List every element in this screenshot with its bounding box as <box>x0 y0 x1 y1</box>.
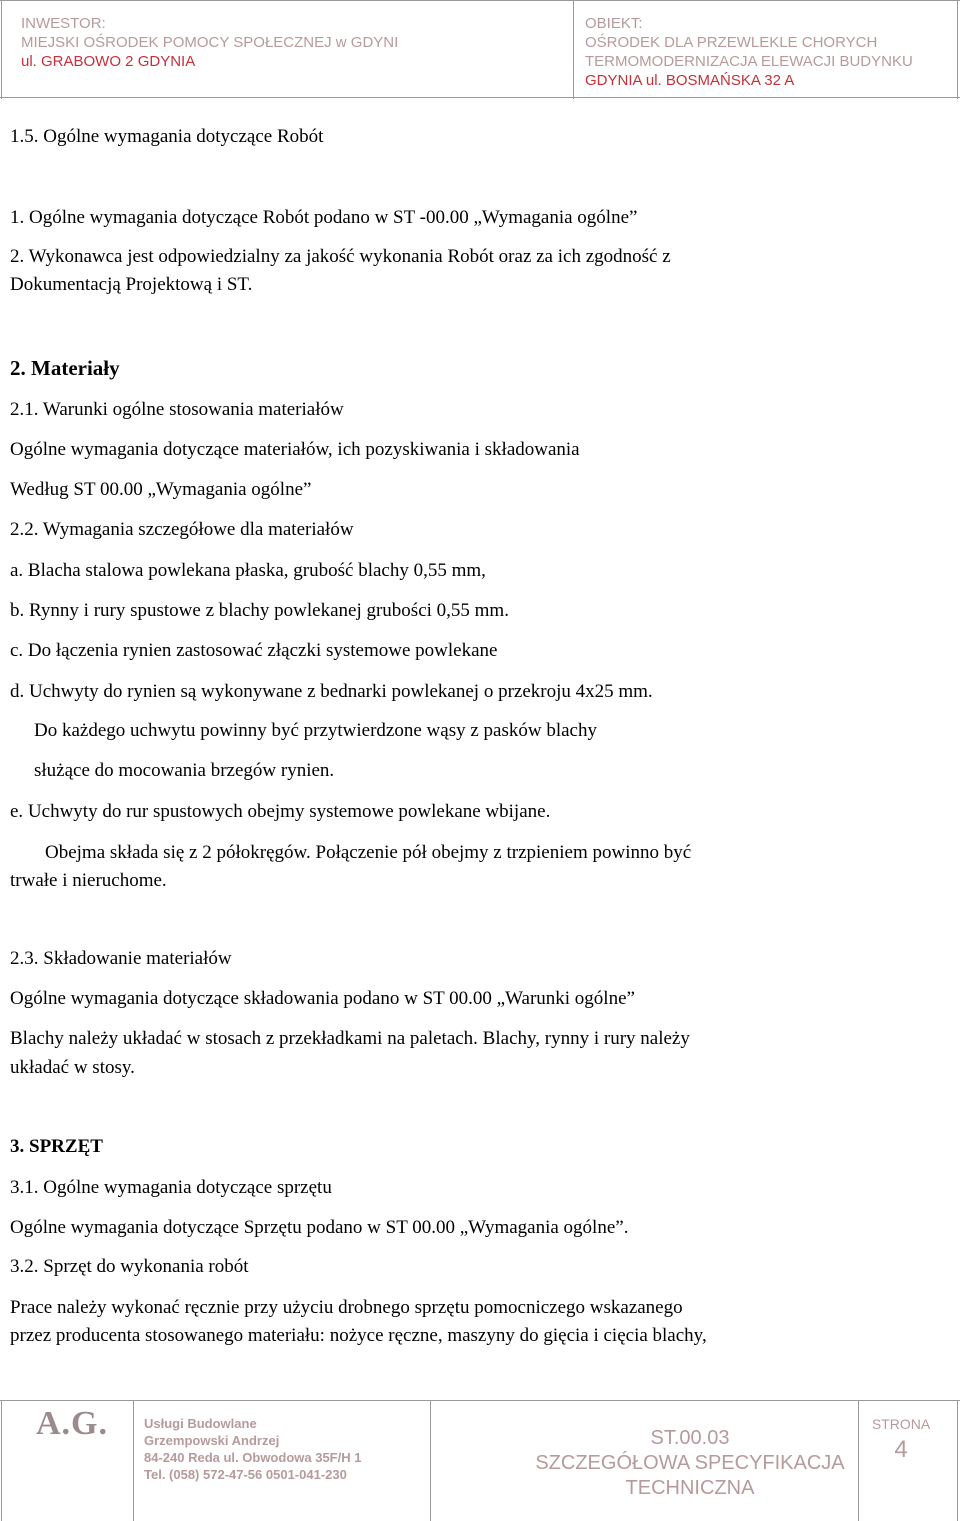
page-number: 4 <box>894 1436 908 1463</box>
investor-address: ul. GRABOWO 2 GDYNIA <box>21 53 196 70</box>
list-item-continuation: trwałe i nieruchome. <box>10 870 167 891</box>
header-divider <box>573 1 574 99</box>
subsection-heading-2-2: 2.2. Wymagania szczegółowe dla materiałów <box>10 519 354 540</box>
footer-divider-company <box>430 1401 431 1521</box>
paragraph-line: 1. Ogólne wymagania dotyczące Robót podano w ST -00.00 „Wymagania ogólne” <box>10 207 638 228</box>
list-item: a. Blacha stalowa powlekana płaska, grubość blachy 0,55 mm, <box>10 560 486 581</box>
list-item: c. Do łączenia rynien zastosować złączki systemowe powlekane <box>10 640 498 661</box>
paragraph-line: przez producenta stosowanego materiału: nożyce ręczne, maszyny do gięcia i cięcia blachy, <box>10 1325 707 1346</box>
list-item-continuation: Do każdego uchwytu powinny być przytwierdzone wąsy z pasków blachy <box>34 720 597 741</box>
object-block <box>585 14 913 90</box>
spec-title: TECHNICZNA <box>625 1477 755 1499</box>
object-address: GDYNIA ul. BOSMAŃSKA 32 A <box>585 72 795 89</box>
company-line: Usługi Budowlane <box>144 1416 257 1431</box>
object-label: OBIEKT: <box>585 15 643 32</box>
list-item-continuation: służące do mocowania brzegów rynien. <box>34 760 335 781</box>
list-item: e. Uchwyty do rur spustowych obejmy systemowe powlekane wbijane. <box>10 801 551 822</box>
paragraph-line: 2. Wykonawca jest odpowiedzialny za jakość wykonania Robót oraz za ich zgodność z <box>10 246 671 267</box>
paragraph-line: układać w stosy. <box>10 1057 135 1078</box>
paragraph-line: Ogólne wymagania dotyczące materiałów, ich pozyskiwania i składowania <box>10 439 580 460</box>
subsection-heading-3-2: 3.2. Sprzęt do wykonania robót <box>10 1256 249 1277</box>
spec-title-block <box>440 1426 940 1501</box>
footer-left-border <box>1 1401 2 1521</box>
list-item-continuation: Obejma składa się z 2 półokręgów. Połączenie pół obejmy z trzpieniem powinno być <box>45 842 692 863</box>
paragraph-line: Ogólne wymagania dotyczące Sprzętu podano w ST 00.00 „Wymagania ogólne”. <box>10 1217 629 1238</box>
paragraph-line: Ogólne wymagania dotyczące składowania podano w ST 00.00 „Warunki ogólne” <box>10 988 635 1009</box>
footer-divider-logo <box>133 1401 134 1521</box>
section-heading-materials: 2. Materiały <box>10 356 120 380</box>
company-info <box>144 1415 361 1483</box>
paragraph-line: Prace należy wykonać ręcznie przy użyciu drobnego sprzętu pomocniczego wskazanego <box>10 1297 683 1318</box>
spec-title: SZCZEGÓŁOWA SPECYFIKACJA <box>535 1452 845 1474</box>
subsection-heading-2-1: 2.1. Warunki ogólne stosowania materiałów <box>10 399 344 420</box>
list-item: b. Rynny i rury spustowe z blachy powlekanej grubości 0,55 mm. <box>10 600 509 621</box>
company-line: Tel. (058) 572-47-56 0501-041-230 <box>144 1467 347 1482</box>
company-line: Grzempowski Andrzej <box>144 1433 280 1448</box>
header-right-border <box>957 1 958 99</box>
paragraph-line: Dokumentacją Projektową i ST. <box>10 274 253 295</box>
investor-block <box>21 14 398 71</box>
page-label: STRONA <box>871 1416 931 1432</box>
investor-label: INWESTOR: <box>21 15 106 32</box>
header-left-border <box>1 1 2 99</box>
section-heading-equipment: 3. SPRZĘT <box>10 1136 103 1157</box>
investor-name: MIEJSKI OŚRODEK POMOCY SPOŁECZNEJ w GDYNI <box>21 34 399 51</box>
footer-right-border <box>957 1401 958 1521</box>
paragraph-line: Blachy należy układać w stosach z przekładkami na paletach. Blachy, rynny i rury należy <box>10 1028 690 1049</box>
subsection-heading-2-3: 2.3. Składowanie materiałów <box>10 948 232 969</box>
object-desc: TERMOMODERNIZACJA ELEWACJI BUDYNKU <box>585 53 913 70</box>
spec-code: ST.00.03 <box>650 1427 730 1449</box>
company-line: 84-240 Reda ul. Obwodowa 35F/H 1 <box>144 1450 362 1465</box>
paragraph-line: Według ST 00.00 „Wymagania ogólne” <box>10 479 312 500</box>
company-logo: A.G. <box>36 1405 108 1442</box>
section-heading-1-5: 1.5. Ogólne wymagania dotyczące Robót <box>10 126 324 147</box>
object-name: OŚRODEK DLA PRZEWLEKLE CHORYCH <box>585 34 878 51</box>
subsection-heading-3-1: 3.1. Ogólne wymagania dotyczące sprzętu <box>10 1177 332 1198</box>
list-item: d. Uchwyty do rynien są wykonywane z bednarki powlekanej o przekroju 4x25 mm. <box>10 681 653 702</box>
